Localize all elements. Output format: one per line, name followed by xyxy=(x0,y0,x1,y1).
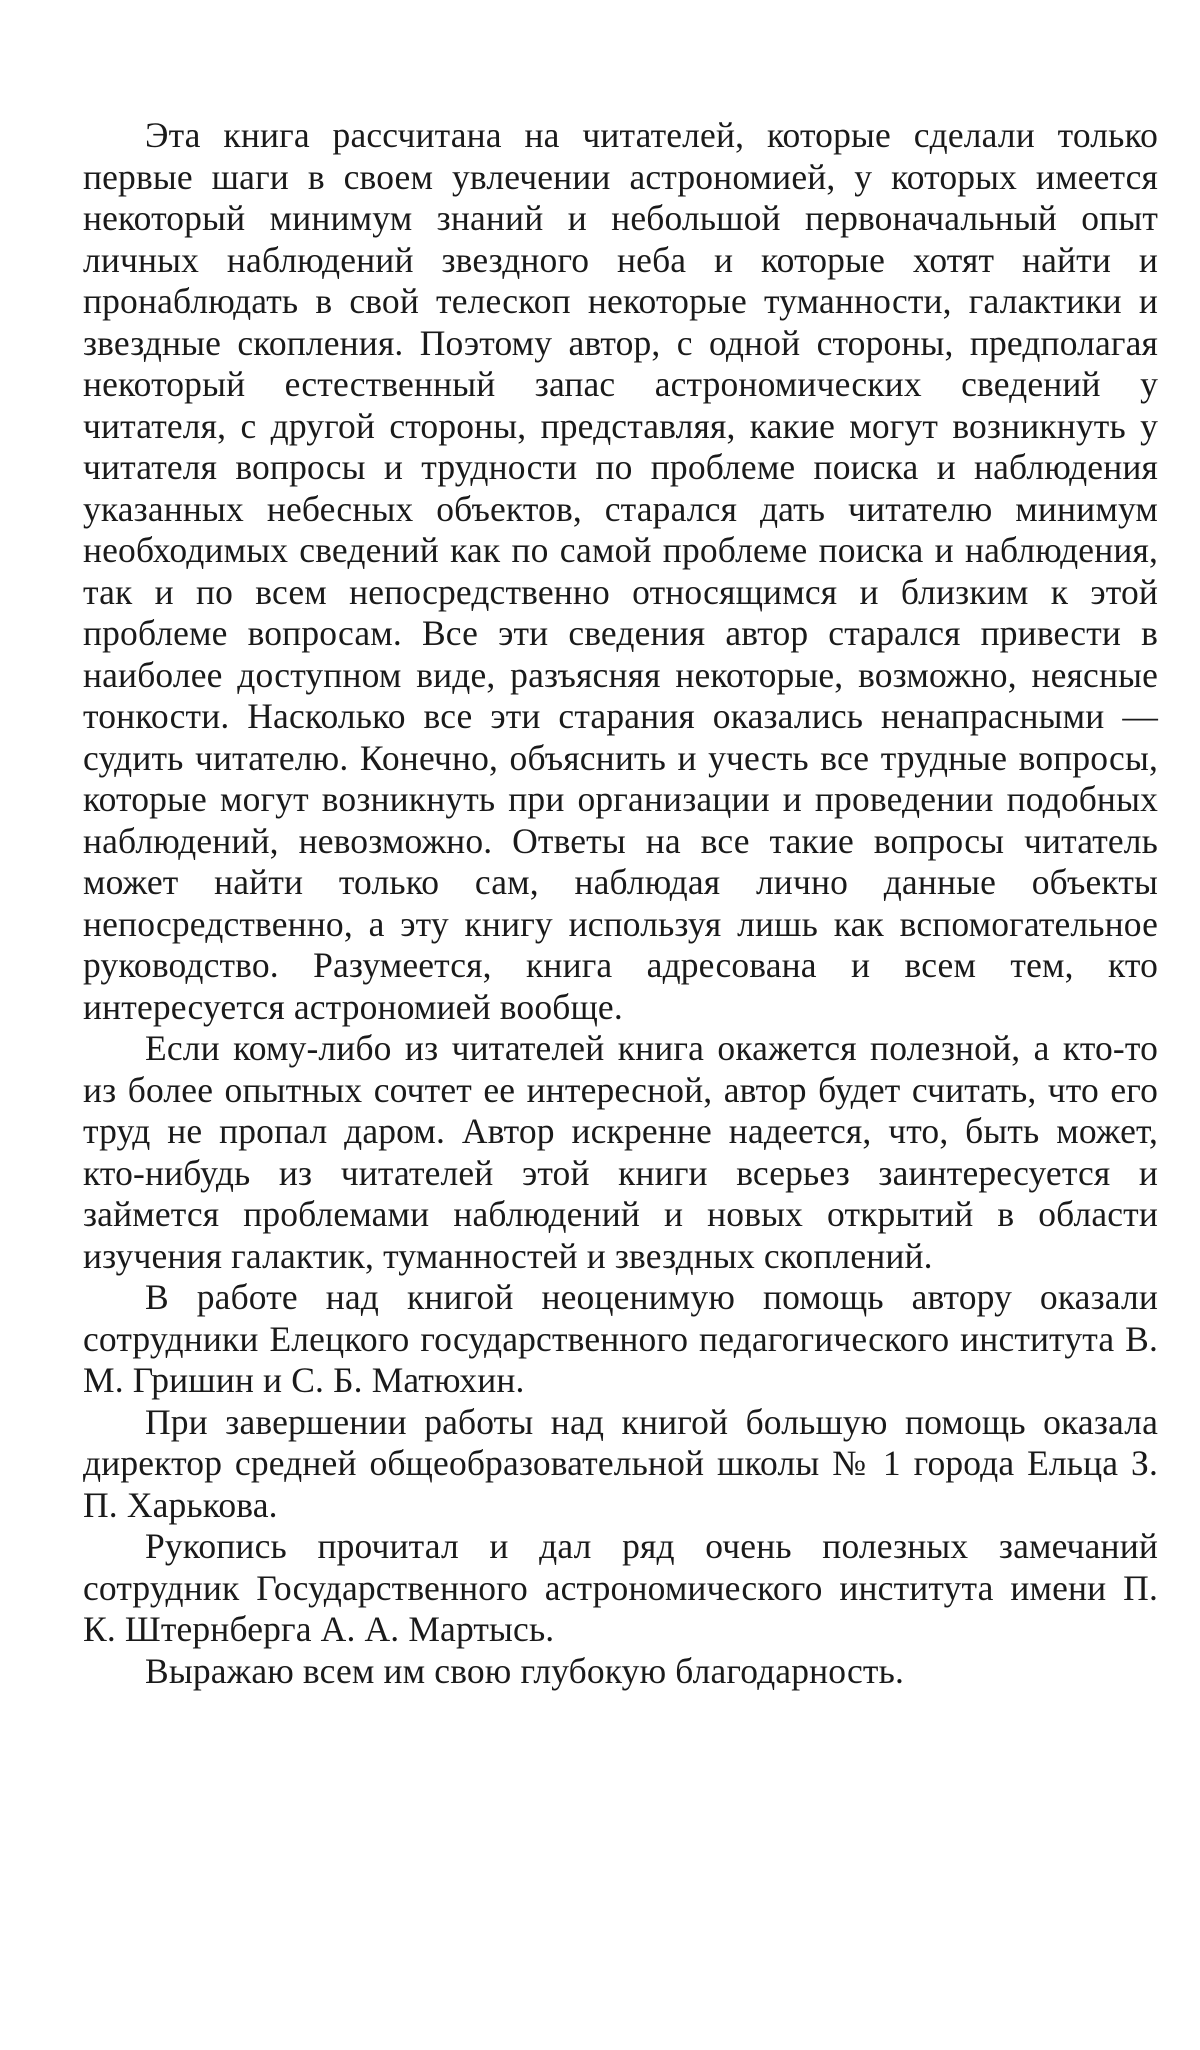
paragraph-4: При завершении работы над книгой большую помощь оказала директор средней общеобразовательной школы № 1 города Ельца З. П. Харькова. xyxy=(83,1401,1158,1525)
paragraph-6: Выражаю всем им свою глубокую благодарность. xyxy=(145,1650,904,1691)
paragraph-2: Если кому-либо из читателей книга окажется полезной, а кто-то из более опытных сочтет ее интересной, автор будет считать, что его труд не пропал даром. Автор искренне надеется, что, быть может, кто-нибудь из читателей этой книги всерьез заинтересуется и займется проблемами наблюдений и новых открытий в области изучения галактик, туманностей и звездных скоплений. xyxy=(83,1028,1158,1276)
paragraph-3: В работе над книгой неоценимую помощь автору оказали сотрудники Елецкого государственного педагогического института В. М. Гришин и С. Б. Матюхин. xyxy=(83,1277,1158,1400)
paragraph-1: Эта книга рассчитана на читателей, которые сделали только первые шаги в своем увлечении астрономией, у которых имеется некоторый минимум знаний и небольшой первоначальный опыт личных наблюдений звездного неба и которые хотят найти и пронаблюдать в свой телескоп некоторые туманности, галактики и звездные скопления. Поэтому автор, с одной стороны, предполагая некоторый естественный запас астрономических сведений у читателя, с другой стороны, представляя, какие могут возникнуть у читателя вопросы и трудности по проблеме поиска и наблюдения указанных небесных объектов, старался дать читателю минимум необходимых сведений как по самой проблеме поиска и наблюдения, так и по всем непосредственно относящимся и близким к этой проблеме вопросам. Все эти сведения автор старался привести в наиболее доступном виде, разъясняя некоторые, возможно, неясные тонкости. Насколько все эти старания оказались ненапрасными — судить читателю. Конечно, объяснить и учесть все трудные вопросы, которые могут возникнуть при организации и проведении подобных наблюдений, невозможно. Ответы на все такие вопросы читатель может найти только сам, наблюдая лично данные объекты непосредственно, а эту книгу используя лишь как вспомогательное руководство. Разумеется, книга адресована и всем тем, кто интересуется астрономией вообще. xyxy=(83,115,1158,1027)
preface-text xyxy=(83,115,1158,1692)
paragraph-5: Рукопись прочитал и дал ряд очень полезных замечаний сотрудник Государственного астрономического института имени П. К. Штернберга А. А. Мартысь. xyxy=(83,1526,1158,1649)
